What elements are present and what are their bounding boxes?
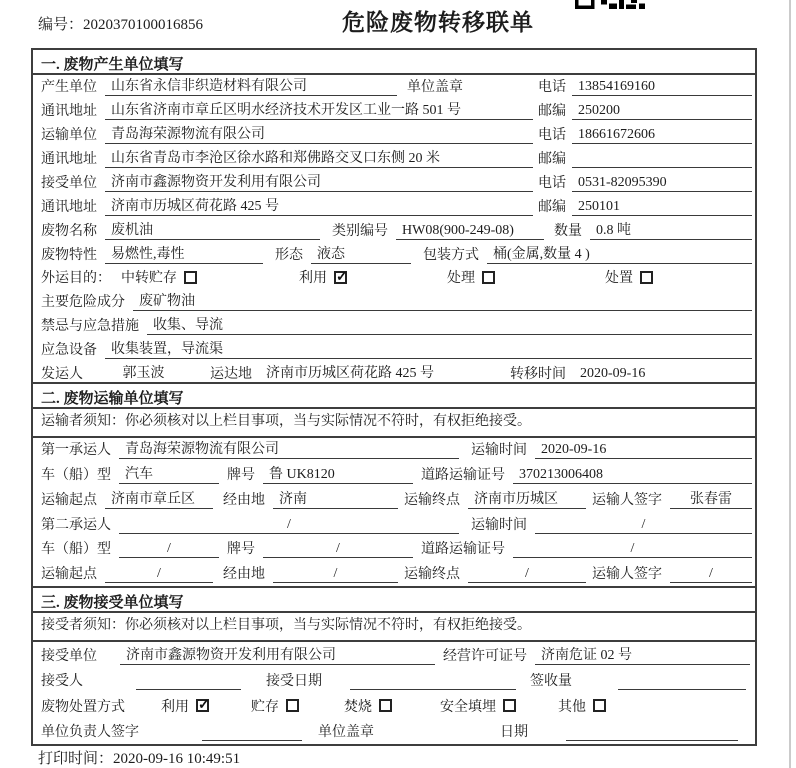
- responsible-sign-value: [202, 725, 302, 741]
- producer-value: 山东省永信非织造材料有限公司: [105, 75, 397, 96]
- accept-unit-value: 济南市鑫源物资开发利用有限公司: [120, 644, 435, 665]
- transport-time-value: /: [535, 517, 752, 534]
- zip-label: 邮编: [538, 104, 566, 119]
- transport-time-label: 运输时间: [471, 443, 527, 459]
- receiver-label: 接受单位: [41, 176, 97, 191]
- carrier-sign-label: 运输人签字: [592, 492, 662, 508]
- origin-label: 运输起点: [41, 492, 97, 508]
- zip-value: 250200: [572, 103, 752, 120]
- date-value: [566, 725, 738, 741]
- manifest-table: [31, 48, 757, 746]
- print-time: [38, 747, 240, 768]
- checkbox-icon: [379, 699, 392, 712]
- purpose-label: 外运目的：: [41, 271, 111, 286]
- route2-row: [33, 561, 755, 586]
- first-carrier-row: [33, 438, 755, 463]
- checkbox-icon: [593, 699, 606, 712]
- plate-label: 牌号: [227, 468, 255, 484]
- carrier2-value: /: [119, 517, 459, 534]
- accept-unit-row: [33, 642, 755, 667]
- via-label: 经由地: [223, 567, 265, 583]
- transporter-label: 运输单位: [41, 128, 97, 143]
- purpose-option-utilize: [299, 267, 347, 287]
- checkbox-icon: [184, 271, 197, 284]
- disposal-row: [33, 693, 755, 718]
- address-value: 山东省济南市章丘区明水经济技术开发区工业一路 501 号: [105, 99, 533, 120]
- dispatcher-value: 郭玉波: [91, 362, 196, 383]
- carrier-sign-label: 运输人签字: [592, 567, 662, 583]
- section2-heading: 二. 废物运输单位填写: [33, 384, 755, 409]
- receiver-notice-row: [33, 613, 755, 642]
- destination-value: 济南市历城区荷花路 425 号: [260, 362, 500, 383]
- permit-label: 经营许可证号: [443, 648, 527, 664]
- option-text: 安全填埋: [440, 699, 496, 715]
- endpoint-value: /: [468, 566, 586, 583]
- taboo-row: [33, 314, 755, 338]
- via-value: /: [273, 566, 398, 583]
- producer-zip-group: [538, 100, 752, 120]
- plate-value: /: [263, 541, 413, 558]
- hazard-label: 主要危险成分: [41, 295, 125, 310]
- equipment-value: 收集装置，导流渠: [105, 338, 752, 359]
- section-producer: [33, 50, 755, 382]
- disposal-option-store: [251, 696, 299, 716]
- carrier1-value: 青岛海荣源物流有限公司: [119, 438, 459, 459]
- transporter-zip-group: [538, 148, 752, 168]
- page-title: 危险废物转移联单: [342, 10, 534, 35]
- receiver-zip-group: [538, 196, 752, 216]
- checkbox-icon: [503, 699, 516, 712]
- phone-label: 电话: [538, 128, 566, 143]
- quantity-label: 数量: [554, 224, 582, 239]
- road-license-label: 道路运输证号: [421, 542, 505, 558]
- option-text: 其他: [558, 699, 586, 715]
- vehicle-type-label: 车（船）型: [41, 468, 111, 484]
- disposal-label: 废物处置方式: [41, 699, 125, 715]
- transporter-value: 青岛海荣源物流有限公司: [105, 123, 533, 144]
- zip-label: 邮编: [538, 200, 566, 215]
- endpoint-label: 运输终点: [404, 492, 460, 508]
- purpose-option-treat: [447, 267, 495, 287]
- endpoint-value: 济南市历城区: [468, 488, 586, 509]
- hazard-row: [33, 290, 755, 314]
- vehicle-type-label: 车（船）型: [41, 542, 111, 558]
- receiver-value: 济南市鑫源物资开发利用有限公司: [105, 171, 533, 192]
- carrier2-label: 第二承运人: [41, 517, 111, 533]
- packaging-value: 桶(金属,数量 4 ): [487, 243, 752, 264]
- taboo-value: 收集、导流: [147, 314, 752, 335]
- transport-time-label: 运输时间: [471, 517, 527, 533]
- transporter-row: [33, 123, 755, 147]
- option-text: 利用: [299, 271, 327, 286]
- section3-heading: 三. 废物接受单位填写: [33, 588, 755, 613]
- stamp-label: 单位盖章: [407, 80, 463, 95]
- phone-label: 电话: [538, 176, 566, 191]
- signoff-row: [33, 719, 755, 744]
- origin-value: 济南市章丘区: [105, 488, 213, 509]
- waste-name-value: 废机油: [105, 219, 320, 240]
- quantity-value: 0.8 吨: [590, 219, 752, 240]
- option-text: 处理: [447, 271, 475, 286]
- disposal-option-landfill: [440, 696, 516, 716]
- carrier1-label: 第一承运人: [41, 443, 111, 459]
- checkbox-icon: [482, 271, 495, 284]
- option-text: 处置: [605, 271, 633, 286]
- hazard-value: 废矿物油: [133, 290, 752, 311]
- vehicle1-row: [33, 462, 755, 487]
- code-label: 类别编号: [332, 224, 388, 239]
- zip-value: 250101: [572, 199, 752, 216]
- transporter-notice-row: [33, 409, 755, 438]
- unit-stamp-label: 单位盖章: [318, 725, 374, 741]
- checkbox-icon: [196, 699, 209, 712]
- waste-name-label: 废物名称: [41, 224, 97, 239]
- form-value: 液态: [311, 243, 411, 264]
- acceptor-value: [136, 674, 241, 690]
- traits-value: 易燃性,毒性: [105, 243, 263, 264]
- responsible-sign-label: 单位负责人签字: [41, 725, 139, 741]
- plate-value: 鲁 UK8120: [263, 463, 413, 484]
- address-value: 济南市历城区荷花路 425 号: [105, 195, 533, 216]
- road-license-value: 370213006408: [513, 467, 752, 484]
- packaging-label: 包装方式: [423, 248, 479, 263]
- acceptance-row: [33, 668, 755, 693]
- checkbox-icon: [286, 699, 299, 712]
- via-label: 经由地: [223, 492, 265, 508]
- section-transport: [33, 382, 755, 586]
- waste-traits-row: [33, 243, 755, 267]
- print-time-value: 2020-09-16 10:49:51: [113, 751, 241, 767]
- carrier-sign-value: 张春雷: [670, 488, 752, 509]
- acceptor-label: 接受人: [41, 674, 83, 690]
- option-text: 利用: [161, 699, 189, 715]
- phone-label: 电话: [538, 80, 566, 95]
- page-edge-line: [789, 0, 791, 768]
- permit-value: 济南危证 02 号: [535, 644, 750, 665]
- received-qty-label: 签收量: [530, 674, 572, 690]
- address-label: 通讯地址: [41, 200, 97, 215]
- phone-value: 0531-82095390: [572, 175, 752, 192]
- vehicle-type-value: 汽车: [119, 463, 219, 484]
- accept-unit-label: 接受单位: [41, 648, 97, 664]
- checkbox-icon: [640, 271, 653, 284]
- address-value: 山东省青岛市李沧区徐水路和郑佛路交叉口东侧 20 米: [105, 147, 533, 168]
- received-qty-value: [618, 674, 746, 690]
- address-label: 通讯地址: [41, 152, 97, 167]
- route1-row: [33, 487, 755, 512]
- purpose-row: [33, 267, 755, 290]
- purpose-option-transfer-storage: [121, 267, 197, 287]
- receiver-phone-group: [538, 172, 752, 192]
- transport-time-value: 2020-09-16: [535, 442, 752, 459]
- destination-label: 运达地: [210, 367, 252, 382]
- second-carrier-row: [33, 512, 755, 537]
- option-text: 焚烧: [344, 699, 372, 715]
- plate-label: 牌号: [227, 542, 255, 558]
- address-label: 通讯地址: [41, 104, 97, 119]
- transporter-notice: 运输者须知：你必须核对以上栏目事项，当与实际情况不符时，有权拒绝接受。: [41, 413, 531, 429]
- transporter-phone-group: [538, 124, 752, 144]
- serial-value: 2020370100016856: [83, 17, 204, 33]
- section-receive: [33, 586, 755, 744]
- dispatcher-label: 发运人: [41, 367, 83, 382]
- via-value: 济南: [273, 488, 398, 509]
- option-text: 贮存: [251, 699, 279, 715]
- date-label: 日期: [500, 725, 528, 741]
- transfer-time-value: 2020-09-16: [574, 366, 752, 383]
- transporter-address-row: [33, 147, 755, 171]
- qr-code-fragment-icon: [575, 0, 647, 10]
- purpose-option-dispose: [605, 267, 653, 287]
- phone-value: 18661672606: [572, 127, 752, 144]
- producer-label: 产生单位: [41, 80, 97, 95]
- serial-label: 编号：: [38, 17, 84, 33]
- disposal-option-incinerate: [344, 696, 392, 716]
- taboo-label: 禁忌与应急措施: [41, 319, 139, 334]
- producer-address-row: [33, 99, 755, 123]
- accept-date-label: 接受日期: [266, 674, 322, 690]
- receiver-notice: 接受者须知：你必须核对以上栏目事项，当与实际情况不符时，有权拒绝接受。: [41, 618, 531, 634]
- waste-name-row: [33, 219, 755, 243]
- print-time-label: 打印时间：: [38, 751, 114, 767]
- code-value: HW08(900-249-08): [396, 223, 544, 240]
- option-text: 中转贮存: [121, 271, 177, 286]
- origin-value: /: [105, 566, 213, 583]
- transfer-time-label: 转移时间: [510, 367, 566, 382]
- zip-label: 邮编: [538, 152, 566, 167]
- phone-value: 13854169160: [572, 79, 752, 96]
- checkbox-icon: [334, 271, 347, 284]
- vehicle2-row: [33, 537, 755, 562]
- accept-date-value: [350, 674, 516, 690]
- endpoint-label: 运输终点: [404, 567, 460, 583]
- vehicle-type-value: /: [119, 541, 219, 558]
- receiver-address-row: [33, 195, 755, 219]
- form-label: 形态: [275, 248, 303, 263]
- producer-row: [33, 75, 755, 99]
- section1-heading: 一. 废物产生单位填写: [33, 50, 755, 75]
- road-license-value: /: [513, 541, 752, 558]
- traits-label: 废物特性: [41, 248, 97, 263]
- receiver-row: [33, 171, 755, 195]
- equipment-row: [33, 338, 755, 362]
- road-license-label: 道路运输证号: [421, 468, 505, 484]
- disposal-option-utilize: [161, 696, 209, 716]
- carrier-sign-value: /: [670, 566, 752, 583]
- disposal-option-other: [558, 696, 606, 716]
- equipment-label: 应急设备: [41, 343, 97, 358]
- origin-label: 运输起点: [41, 567, 97, 583]
- zip-value: [572, 152, 752, 168]
- producer-phone-group: [538, 76, 752, 96]
